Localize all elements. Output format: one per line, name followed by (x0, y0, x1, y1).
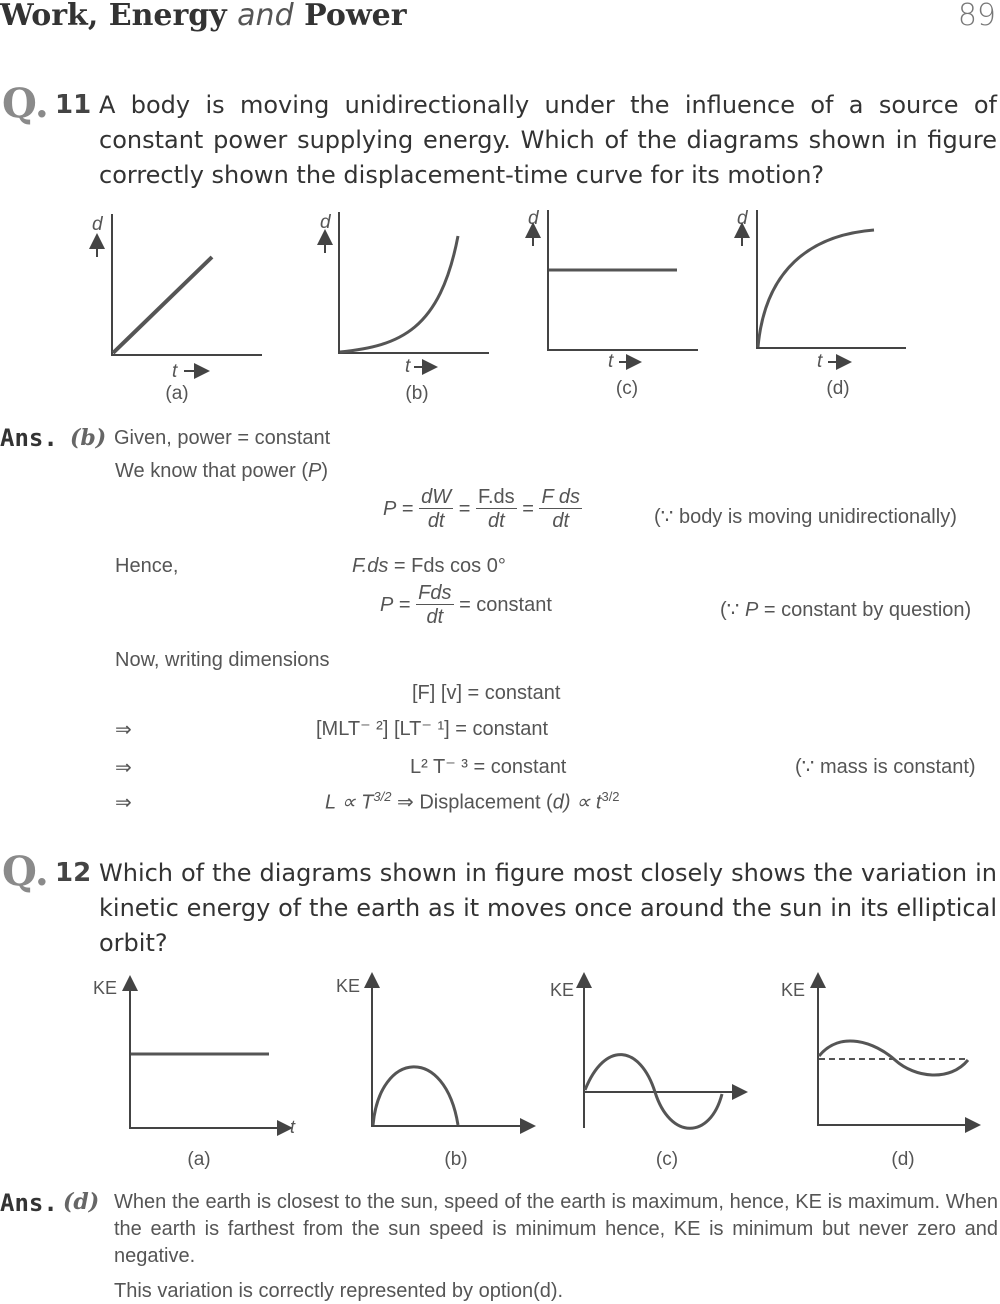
header-title-part2: Power (304, 0, 407, 33)
q12-c-axis-y-label: KE (550, 980, 575, 1000)
q11-graph-b (320, 212, 489, 404)
q11-c-axis-x-label: t (608, 351, 614, 372)
q11-d-axis-x-label: t (817, 351, 823, 372)
now-writing-dimensions: Now, writing dimensions (115, 649, 330, 671)
answer-11-option: (b) (70, 425, 107, 451)
answer-11-line2: We know that power (P) (115, 460, 329, 482)
implies-arrow-1: ⇒ (115, 719, 132, 741)
answer-12-conclusion: This variation is correctly represented by option(d). (114, 1280, 564, 1302)
implies-arrow-2: ⇒ (115, 757, 132, 779)
eq-work-element: F.ds = Fds cos 0° (352, 555, 506, 577)
q11-b-axis-x-label: t (405, 356, 411, 377)
q11-graph-a (92, 214, 262, 404)
question-11-mark: Q. (2, 80, 49, 127)
header-title-and: and (237, 0, 294, 33)
answer-12-paragraph: When the earth is closest to the sun, speed of the earth is maximum, hence, KE is maximum. When the earth is farthest from the sun speed is minimum hence, KE is minimum but never zero and negative. (114, 1191, 998, 1267)
q12-a-axis-x-label: t (290, 1117, 296, 1137)
answer-11-label: Ans. (0, 424, 58, 452)
eq-power-constant: P = $\frac{\text{Fds}}{dt}$ = constant (380, 582, 552, 628)
q12-graph-c (550, 980, 740, 1170)
question-12-mark: Q. (2, 848, 49, 895)
note-unidirectional: (∵ body is moving unidirectionally) (654, 506, 957, 528)
answer-12-option: (d) (63, 1189, 100, 1215)
note-mass-constant: (∵ mass is constant) (795, 756, 976, 778)
eq-power-definition: P = $\frac{dW}{dt}$ = $\frac{F.ds}{dt}$ = $\frac{\text{F ds}}{dt}$ (383, 486, 581, 532)
q11-option-c-label: (c) (615, 378, 639, 399)
answer-12-label: Ans. (0, 1189, 58, 1217)
q12-figures (0, 970, 1000, 1175)
q11-d-curve (758, 230, 874, 347)
q11-c-axis-y-label: d (528, 208, 539, 229)
q11-a-axis-y-label: d (92, 214, 103, 235)
eq-dimension-3: L² T⁻ ³ = constant (410, 756, 567, 778)
eq-dimension-1: [F] [v] = constant (412, 682, 561, 704)
q11-a-axis-x-label: t (172, 361, 178, 382)
q12-option-c-label: (c) (655, 1149, 679, 1170)
q12-graph-a (93, 978, 296, 1170)
q12-b-axis-y-label: KE (336, 976, 361, 996)
eq-displacement-result: $L \propto T^{3/2}$ ⇒ Displacement $(d) \propto t^{3/2}$ (325, 789, 620, 814)
q11-figures (0, 200, 1000, 410)
page-number: 89 (957, 0, 996, 33)
question-12-number: 12 (55, 858, 92, 888)
q12-option-a-label: (a) (187, 1149, 211, 1170)
q11-b-curve (340, 236, 458, 352)
header-title-part1: Work, Energy (0, 0, 227, 33)
implies-arrow-3: ⇒ (115, 792, 132, 814)
q12-graph-b (336, 976, 528, 1170)
note-power-constant: (∵ P = constant by question) (720, 599, 972, 621)
q11-c-axes (548, 210, 698, 350)
q11-graph-d (737, 208, 906, 399)
q11-option-d-label: (d) (826, 378, 850, 399)
eq-dimension-2: [MLT⁻ ²] [LT⁻ ¹] = constant (316, 718, 549, 740)
q12-a-axis-y-label: KE (93, 978, 118, 998)
q12-option-d-label: (d) (891, 1149, 915, 1170)
hence-label: Hence, (115, 555, 179, 577)
question-12-text: Which of the diagrams shown in figure most closely shows the variation in kinetic energy of the earth as it moves once around the sun in its elliptical orbit? (99, 859, 997, 957)
q11-d-axis-y-label: d (737, 208, 748, 229)
question-11-number: 11 (55, 90, 92, 120)
q11-option-a-label: (a) (165, 383, 189, 404)
q11-graph-c (528, 208, 698, 399)
q11-a-curve (113, 257, 212, 353)
q11-b-axis-y-label: d (320, 212, 331, 233)
q12-b-curve (373, 1067, 458, 1125)
q11-b-axes (339, 212, 489, 353)
q12-d-axis-y-label: KE (781, 980, 806, 1000)
q11-option-b-label: (b) (405, 383, 429, 404)
question-11-text: A body is moving unidirectionally under the influence of a source of constant power supplying energy. Which of the diagrams shown in figure correctly shown the displacement-time curve for its motion? (99, 91, 997, 189)
q12-option-b-label: (b) (444, 1149, 468, 1170)
q12-graph-d (781, 980, 973, 1170)
running-header-title (0, 0, 407, 33)
answer-11-line1: Given, power = constant (114, 427, 331, 449)
